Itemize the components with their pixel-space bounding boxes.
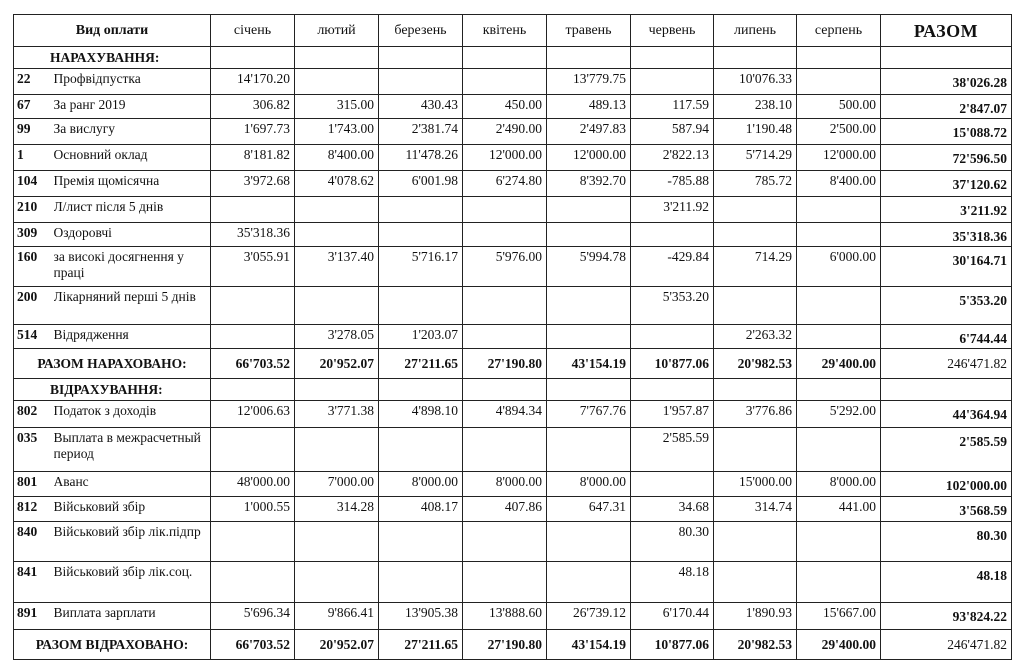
month-value: 441.00 — [797, 497, 881, 522]
month-value: -785.88 — [631, 171, 714, 197]
row-total: 37'120.62 — [881, 171, 1012, 197]
summary-row — [14, 630, 1012, 660]
month-value — [547, 197, 631, 223]
row-name: Військовий збір — [54, 497, 211, 522]
month-value — [631, 69, 714, 95]
summary-month-value: 29'400.00 — [797, 630, 881, 660]
month-value: 5'716.17 — [379, 247, 463, 287]
empty-cell — [379, 47, 463, 69]
row-name: Аванс — [54, 472, 211, 497]
month-value: 9'866.41 — [295, 603, 379, 630]
table-row — [14, 119, 1012, 145]
month-value: 6'001.98 — [379, 171, 463, 197]
table-row — [14, 247, 1012, 287]
row-code: 22 — [14, 69, 54, 95]
header-row — [14, 15, 1012, 47]
month-value — [463, 522, 547, 562]
summary-total: 246'471.82 — [881, 349, 1012, 379]
summary-row — [14, 349, 1012, 379]
table-row — [14, 145, 1012, 171]
header-month: лютий — [295, 15, 379, 47]
row-total: 44'364.94 — [881, 401, 1012, 428]
accruals-section — [14, 47, 1012, 379]
month-value — [211, 522, 295, 562]
summary-label: РАЗОМ ВІДРАХОВАНО: — [14, 630, 211, 660]
row-name: Профвідпустка — [54, 69, 211, 95]
summary-month-value: 10'877.06 — [631, 349, 714, 379]
row-code: 210 — [14, 197, 54, 223]
summary-month-value: 27'190.80 — [463, 349, 547, 379]
month-value: 1'000.55 — [211, 497, 295, 522]
month-value — [211, 428, 295, 472]
table-row — [14, 325, 1012, 349]
month-value — [797, 325, 881, 349]
empty-cell — [211, 379, 295, 401]
month-value: 8'400.00 — [797, 171, 881, 197]
month-value — [714, 428, 797, 472]
row-total: 80.30 — [881, 522, 1012, 562]
month-value: 4'894.34 — [463, 401, 547, 428]
summary-month-value: 29'400.00 — [797, 349, 881, 379]
row-total: 30'164.71 — [881, 247, 1012, 287]
month-value — [211, 197, 295, 223]
month-value — [463, 197, 547, 223]
month-value: 11'478.26 — [379, 145, 463, 171]
month-value — [295, 287, 379, 325]
row-total: 6'744.44 — [881, 325, 1012, 349]
month-value: 1'743.00 — [295, 119, 379, 145]
row-code: 812 — [14, 497, 54, 522]
month-value: 2'500.00 — [797, 119, 881, 145]
month-value — [547, 522, 631, 562]
empty-cell — [547, 47, 631, 69]
summary-month-value: 43'154.19 — [547, 630, 631, 660]
month-value: 8'400.00 — [295, 145, 379, 171]
month-value — [797, 428, 881, 472]
month-value: 5'353.20 — [631, 287, 714, 325]
month-value: 1'890.93 — [714, 603, 797, 630]
month-value: 1'190.48 — [714, 119, 797, 145]
month-value: -429.84 — [631, 247, 714, 287]
table-row — [14, 603, 1012, 630]
summary-month-value: 20'982.53 — [714, 349, 797, 379]
month-value: 5'976.00 — [463, 247, 547, 287]
month-value — [379, 287, 463, 325]
row-total: 2'847.07 — [881, 95, 1012, 119]
month-value: 1'697.73 — [211, 119, 295, 145]
section-title: ВІДРАХУВАННЯ: — [14, 379, 211, 401]
month-value: 714.29 — [714, 247, 797, 287]
month-value — [379, 223, 463, 247]
month-value: 8'000.00 — [547, 472, 631, 497]
month-value: 785.72 — [714, 171, 797, 197]
month-value: 10'076.33 — [714, 69, 797, 95]
summary-month-value: 43'154.19 — [547, 349, 631, 379]
table-row — [14, 472, 1012, 497]
table-row — [14, 428, 1012, 472]
month-value — [797, 287, 881, 325]
row-name: Відрядження — [54, 325, 211, 349]
month-value — [714, 522, 797, 562]
payroll-sheet — [13, 14, 1011, 660]
table-row — [14, 287, 1012, 325]
row-total: 72'596.50 — [881, 145, 1012, 171]
row-code: 200 — [14, 287, 54, 325]
month-value — [463, 223, 547, 247]
month-value — [797, 197, 881, 223]
month-value — [295, 562, 379, 603]
payroll-table — [13, 14, 1012, 660]
month-value: 26'739.12 — [547, 603, 631, 630]
empty-cell — [211, 47, 295, 69]
row-name: Выплата в межрасчетный период — [54, 428, 211, 472]
month-value: 3'055.91 — [211, 247, 295, 287]
header-month: липень — [714, 15, 797, 47]
summary-month-value: 20'982.53 — [714, 630, 797, 660]
row-name: Лікарняний перші 5 днів — [54, 287, 211, 325]
row-total: 38'026.28 — [881, 69, 1012, 95]
month-value: 6'170.44 — [631, 603, 714, 630]
row-name: Військовий збір лік.підпр — [54, 522, 211, 562]
month-value: 8'392.70 — [547, 171, 631, 197]
header-total: РАЗОМ — [881, 15, 1012, 47]
table-row — [14, 171, 1012, 197]
month-value: 7'767.76 — [547, 401, 631, 428]
empty-cell — [463, 379, 547, 401]
empty-cell — [881, 47, 1012, 69]
table-row — [14, 522, 1012, 562]
month-value: 1'957.87 — [631, 401, 714, 428]
month-value: 15'000.00 — [714, 472, 797, 497]
month-value: 315.00 — [295, 95, 379, 119]
month-value — [379, 197, 463, 223]
row-total: 15'088.72 — [881, 119, 1012, 145]
row-code: 035 — [14, 428, 54, 472]
month-value: 2'497.83 — [547, 119, 631, 145]
month-value — [797, 522, 881, 562]
month-value: 4'898.10 — [379, 401, 463, 428]
month-value — [379, 562, 463, 603]
month-value — [211, 325, 295, 349]
row-total: 35'318.36 — [881, 223, 1012, 247]
month-value: 587.94 — [631, 119, 714, 145]
section-title: НАРАХУВАННЯ: — [14, 47, 211, 69]
month-value: 5'714.29 — [714, 145, 797, 171]
month-value: 34.68 — [631, 497, 714, 522]
month-value — [631, 223, 714, 247]
row-name: Премія щомісячна — [54, 171, 211, 197]
month-value: 408.17 — [379, 497, 463, 522]
row-code: 801 — [14, 472, 54, 497]
month-value — [797, 562, 881, 603]
table-row — [14, 401, 1012, 428]
summary-label: РАЗОМ НАРАХОВАНО: — [14, 349, 211, 379]
month-value: 2'381.74 — [379, 119, 463, 145]
summary-month-value: 27'190.80 — [463, 630, 547, 660]
row-code: 309 — [14, 223, 54, 247]
month-value: 647.31 — [547, 497, 631, 522]
month-value: 12'000.00 — [797, 145, 881, 171]
month-value: 80.30 — [631, 522, 714, 562]
table-row — [14, 95, 1012, 119]
month-value: 306.82 — [211, 95, 295, 119]
row-code: 802 — [14, 401, 54, 428]
month-value: 6'274.80 — [463, 171, 547, 197]
row-name: Виплата зарплати — [54, 603, 211, 630]
empty-cell — [714, 379, 797, 401]
month-value: 2'263.32 — [714, 325, 797, 349]
month-value — [714, 223, 797, 247]
month-value: 35'318.36 — [211, 223, 295, 247]
row-code: 67 — [14, 95, 54, 119]
row-total: 5'353.20 — [881, 287, 1012, 325]
month-value — [463, 562, 547, 603]
month-value: 500.00 — [797, 95, 881, 119]
month-value: 3'278.05 — [295, 325, 379, 349]
row-name: Оздоровчі — [54, 223, 211, 247]
month-value — [547, 223, 631, 247]
month-value — [295, 197, 379, 223]
month-value: 5'994.78 — [547, 247, 631, 287]
month-value — [463, 69, 547, 95]
empty-cell — [463, 47, 547, 69]
empty-cell — [797, 47, 881, 69]
month-value: 3'972.68 — [211, 171, 295, 197]
month-value: 3'137.40 — [295, 247, 379, 287]
month-value: 2'822.13 — [631, 145, 714, 171]
empty-cell — [797, 379, 881, 401]
month-value: 13'779.75 — [547, 69, 631, 95]
section-title-row — [14, 47, 1012, 69]
month-value: 7'000.00 — [295, 472, 379, 497]
month-value — [463, 287, 547, 325]
summary-month-value: 20'952.07 — [295, 349, 379, 379]
month-value — [379, 428, 463, 472]
row-code: 841 — [14, 562, 54, 603]
month-value — [714, 287, 797, 325]
empty-cell — [547, 379, 631, 401]
empty-cell — [881, 379, 1012, 401]
header-month: серпень — [797, 15, 881, 47]
empty-cell — [379, 379, 463, 401]
month-value — [211, 562, 295, 603]
month-value — [714, 197, 797, 223]
month-value — [714, 562, 797, 603]
month-value: 3'211.92 — [631, 197, 714, 223]
row-code: 1 — [14, 145, 54, 171]
row-code: 891 — [14, 603, 54, 630]
month-value — [211, 287, 295, 325]
row-name: за високі досягнення у праці — [54, 247, 211, 287]
month-value — [295, 69, 379, 95]
header-month: квітень — [463, 15, 547, 47]
summary-month-value: 10'877.06 — [631, 630, 714, 660]
month-value: 314.28 — [295, 497, 379, 522]
row-name: Податок з доходів — [54, 401, 211, 428]
row-code: 160 — [14, 247, 54, 287]
month-value: 8'000.00 — [379, 472, 463, 497]
month-value: 8'000.00 — [463, 472, 547, 497]
summary-total: 246'471.82 — [881, 630, 1012, 660]
summary-month-value: 66'703.52 — [211, 630, 295, 660]
month-value: 8'181.82 — [211, 145, 295, 171]
empty-cell — [631, 379, 714, 401]
month-value: 2'490.00 — [463, 119, 547, 145]
month-value: 489.13 — [547, 95, 631, 119]
header-month: березень — [379, 15, 463, 47]
month-value — [797, 223, 881, 247]
month-value — [797, 69, 881, 95]
header-payment-type: Вид оплати — [14, 15, 211, 47]
row-name: За ранг 2019 — [54, 95, 211, 119]
month-value: 12'006.63 — [211, 401, 295, 428]
month-value: 14'170.20 — [211, 69, 295, 95]
table-row — [14, 223, 1012, 247]
month-value: 15'667.00 — [797, 603, 881, 630]
month-value: 5'292.00 — [797, 401, 881, 428]
month-value: 12'000.00 — [547, 145, 631, 171]
row-code: 514 — [14, 325, 54, 349]
month-value: 2'585.59 — [631, 428, 714, 472]
month-value — [379, 522, 463, 562]
row-total: 2'585.59 — [881, 428, 1012, 472]
month-value: 3'776.86 — [714, 401, 797, 428]
month-value: 12'000.00 — [463, 145, 547, 171]
month-value: 48.18 — [631, 562, 714, 603]
summary-month-value: 27'211.65 — [379, 349, 463, 379]
table-row — [14, 69, 1012, 95]
month-value: 238.10 — [714, 95, 797, 119]
month-value: 1'203.07 — [379, 325, 463, 349]
month-value: 430.43 — [379, 95, 463, 119]
row-name: Військовий збір лік.соц. — [54, 562, 211, 603]
table-row — [14, 497, 1012, 522]
empty-cell — [295, 47, 379, 69]
summary-month-value: 20'952.07 — [295, 630, 379, 660]
row-total: 93'824.22 — [881, 603, 1012, 630]
month-value: 48'000.00 — [211, 472, 295, 497]
header-month: червень — [631, 15, 714, 47]
row-total: 48.18 — [881, 562, 1012, 603]
row-name: За вислугу — [54, 119, 211, 145]
summary-month-value: 27'211.65 — [379, 630, 463, 660]
empty-cell — [295, 379, 379, 401]
month-value: 3'771.38 — [295, 401, 379, 428]
header-month: травень — [547, 15, 631, 47]
month-value — [547, 287, 631, 325]
month-value — [463, 325, 547, 349]
month-value: 407.86 — [463, 497, 547, 522]
month-value: 4'078.62 — [295, 171, 379, 197]
month-value: 13'905.38 — [379, 603, 463, 630]
month-value: 8'000.00 — [797, 472, 881, 497]
row-name: Основний оклад — [54, 145, 211, 171]
month-value — [547, 562, 631, 603]
month-value — [295, 428, 379, 472]
summary-month-value: 66'703.52 — [211, 349, 295, 379]
section-title-row — [14, 379, 1012, 401]
row-code: 104 — [14, 171, 54, 197]
month-value: 6'000.00 — [797, 247, 881, 287]
month-value — [631, 325, 714, 349]
month-value: 450.00 — [463, 95, 547, 119]
header-month: січень — [211, 15, 295, 47]
deductions-section — [14, 379, 1012, 660]
month-value — [295, 223, 379, 247]
row-name: Л/лист після 5 днів — [54, 197, 211, 223]
empty-cell — [631, 47, 714, 69]
row-total: 102'000.00 — [881, 472, 1012, 497]
month-value: 314.74 — [714, 497, 797, 522]
row-code: 99 — [14, 119, 54, 145]
month-value — [547, 325, 631, 349]
month-value — [295, 522, 379, 562]
row-total: 3'568.59 — [881, 497, 1012, 522]
table-row — [14, 562, 1012, 603]
month-value — [463, 428, 547, 472]
month-value — [547, 428, 631, 472]
month-value: 5'696.34 — [211, 603, 295, 630]
month-value: 13'888.60 — [463, 603, 547, 630]
table-row — [14, 197, 1012, 223]
month-value — [379, 69, 463, 95]
month-value — [631, 472, 714, 497]
row-code: 840 — [14, 522, 54, 562]
empty-cell — [714, 47, 797, 69]
row-total: 3'211.92 — [881, 197, 1012, 223]
month-value: 117.59 — [631, 95, 714, 119]
